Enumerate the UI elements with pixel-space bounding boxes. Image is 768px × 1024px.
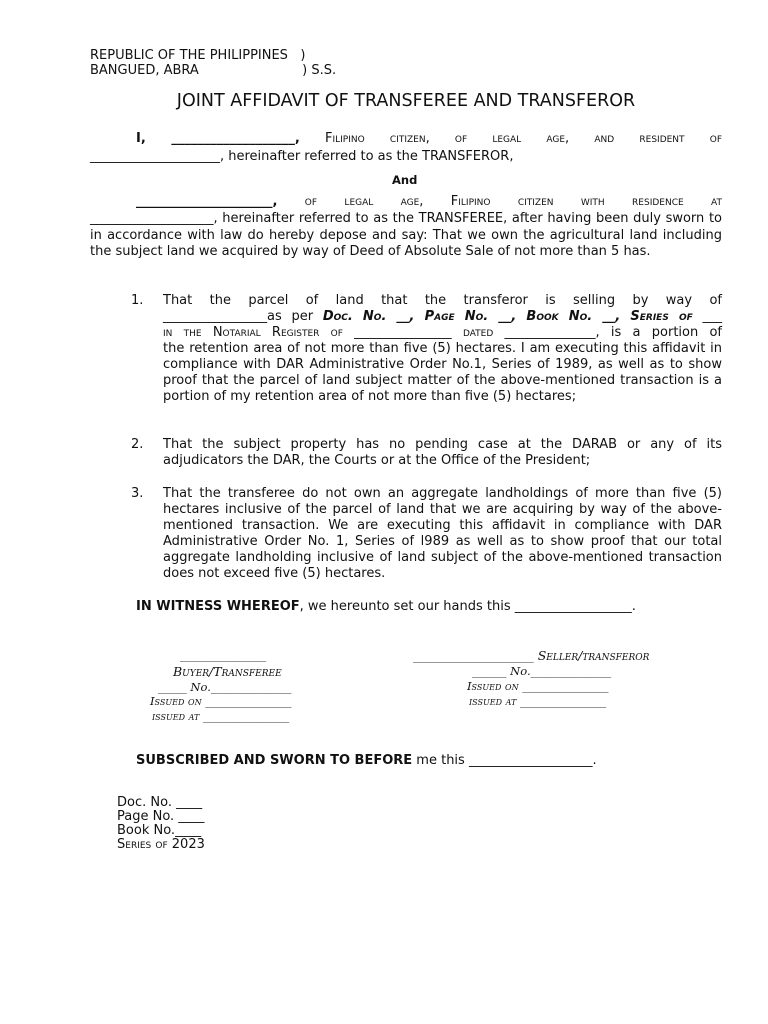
seller-signature-blank: _____________________ (413, 649, 534, 663)
list-item-number: 3. (131, 486, 144, 501)
item-1-series-blank: ___ (692, 309, 722, 324)
notary-doc-no: Doc. No. ____ (117, 795, 203, 810)
sworn-line (136, 753, 597, 768)
transferee-paragraph-rest: ___________________, hereinafter referred to as the TRANSFEREE, after having been duly sworn to in accordance with law do hereby depose and say: That we own the agricultural land including the subject land we acquired by way of Deed of Absolute Sale of not more than 5 has. (90, 211, 722, 259)
list-item-body: That the subject property has no pending case at the DARAB or any of its adjudicators the DAR, the Courts or at the Office of the President; (163, 437, 722, 468)
item-1-doc-ref: Doc. No. __, Page No. __, Book No. __, Series of (322, 309, 693, 324)
notary-page-no: Page No. ____ (117, 809, 205, 824)
transferor-line-1 (136, 131, 722, 146)
sworn-bold: SUBSCRIBED AND SWORN TO BEFORE (136, 753, 413, 768)
buyer-title: Buyer/Transferee (173, 664, 282, 679)
document-title: JOINT AFFIDAVIT OF TRANSFEREE AND TRANSFEROR (176, 91, 636, 111)
item-1-date-blank: ______________, is a portion of (493, 325, 722, 340)
item-1-line-3 (163, 325, 722, 341)
sworn-rest: me this ___________________. (412, 753, 597, 768)
list-item-number: 1. (131, 293, 144, 308)
seller-signature-line (413, 648, 649, 663)
witness-rest: , we hereunto set our hands this __________________. (299, 599, 636, 614)
list-item-body (163, 293, 722, 405)
transferee-line-1 (136, 194, 722, 209)
header-line-2: BANGUED, ABRA ) S.S. (90, 63, 337, 78)
list-item-body: That the transferee do not own an aggregate landholdings of more than five (5) hectares inclusive of the parcel of land that we are acquiring by way of the above-mentioned transaction. We are executing this affidavit in compliance with DAR Administrative Order No. 1, Series of l989 as well as to show proof that our total aggregate landholding inclusive of land subject of the above-mentioned transaction does not exceed five (5) hectares. (163, 486, 722, 581)
list-item-number: 2. (131, 437, 144, 452)
item-1-dated: dated (462, 325, 494, 340)
item-1-line-2 (163, 309, 722, 325)
item-1-blank: ________________as per (163, 309, 323, 324)
and-label: And (392, 173, 418, 187)
witness-bold: IN WITNESS WHEREOF (136, 599, 300, 614)
notary-book-no: Book No.____ (117, 823, 202, 838)
witness-line (136, 599, 636, 614)
seller-no: ______ No.______________ (472, 664, 612, 678)
item-1-register-blank: _______________ (342, 325, 463, 340)
transferor-name-blank: I, ___________________, (136, 131, 300, 146)
transferor-line-2: ____________________, hereinafter referred to as the TRANSFEROR, (90, 149, 514, 164)
buyer-issued-at: issued at _______________ (152, 709, 290, 723)
buyer-signature-line: _______________ (180, 648, 267, 662)
notary-series: Series of 2023 (117, 837, 205, 852)
seller-title: Seller/transferor (533, 648, 650, 663)
transferee-line-1-text: of legal age, Filipino citizen with residence at (277, 194, 722, 209)
buyer-no: _____ No.______________ (158, 680, 292, 694)
transferee-name-blank: _____________________, (136, 194, 278, 209)
header-line-1: REPUBLIC OF THE PHILIPPINES ) (90, 48, 306, 63)
item-1-rest: the retention area of not more than five (5) hectares. I am executing this affidavit in compliance with DAR Administrative Order No.1, Series of 1989, as well as to show proof that the parcel of land subject matter of the above-mentioned transaction is a portion of my retention area of not more than five (5) hectares; (163, 341, 722, 404)
item-1-line-1: That the parcel of land that the transferor is selling by way of (163, 293, 722, 308)
buyer-issued-on: Issued on _______________ (150, 694, 292, 708)
seller-issued-at: issued at _______________ (469, 694, 607, 708)
seller-issued-on: Issued on _______________ (467, 679, 609, 693)
transferor-line-1-text: Filipino citizen, of legal age, and resident of (299, 131, 722, 146)
item-1-notarial-register: in the Notarial Register of (163, 325, 343, 340)
